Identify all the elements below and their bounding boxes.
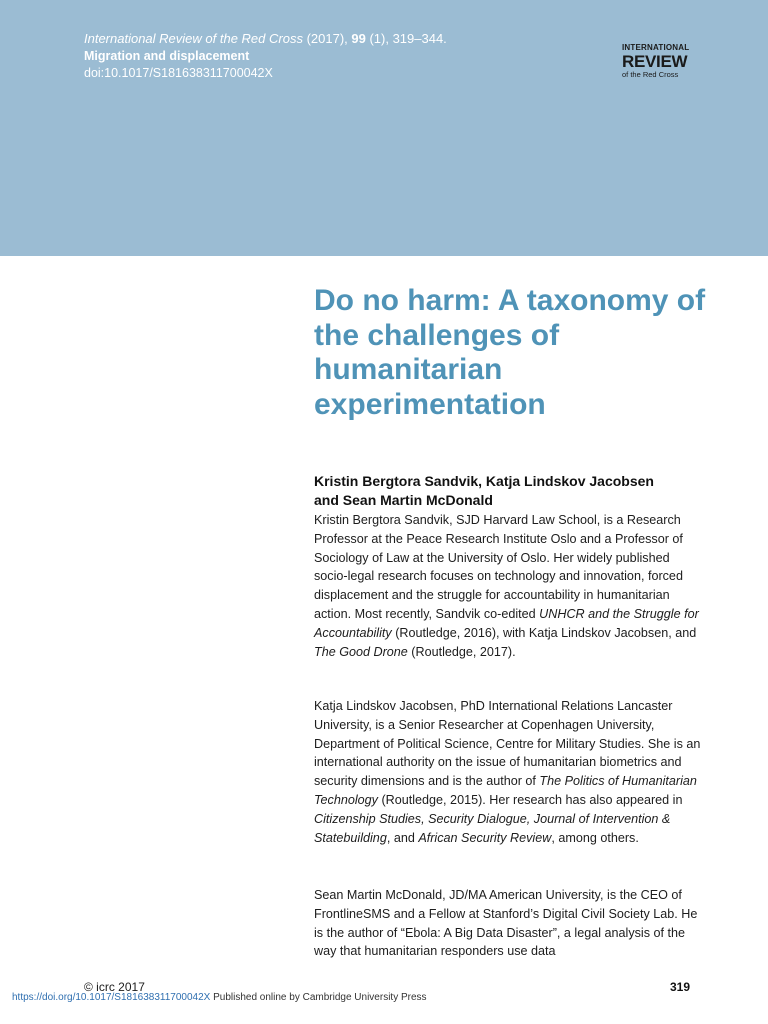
bio-jacobsen-text-2: (Routledge, 2015). Her research has also appeared in: [377, 792, 683, 807]
bio-sandvik-text-3: (Routledge, 2017).: [407, 644, 516, 659]
logo-main-text: REVIEW: [622, 52, 688, 71]
page-number: 319: [670, 980, 691, 994]
author-line-1: Kristin Bergtora Sandvik, Katja Lindskov Jacobsen: [314, 473, 654, 489]
header-band: [0, 0, 768, 256]
logo-top-text: INTERNATIONAL: [622, 43, 690, 52]
journal-year: (2017),: [302, 31, 352, 46]
published-online-text: Published online by Cambridge University Press: [210, 992, 427, 1003]
bio-sandvik: [314, 511, 704, 661]
bio-jacobsen-text-3: , and: [386, 830, 419, 845]
article-title: Do no harm: A taxonomy of the challenges of humanitarian experimentation: [314, 284, 706, 421]
section-label: Migration and displacement: [84, 49, 250, 63]
bio-jacobsen-book-1: The Politics of Humanitarian Technology: [314, 774, 697, 807]
bio-jacobsen-text-1: Katja Lindskov Jacobsen, PhD International Relations Lancaster University, is a Senior Researcher at Copenhagen University, Department of Political Science, Centre for Military Studies. She is an international authority on the issue of humanitarian biometrics and security dimensions and is the author of: [314, 699, 701, 789]
author-list: [314, 472, 704, 510]
copyright-notice: © icrc 2017: [84, 980, 145, 994]
bio-jacobsen-journal-last: African Security Review: [418, 830, 552, 845]
bio-sandvik-text-1: Kristin Bergtora Sandvik, SJD Harvard Law School, is a Research Professor at the Peace Research Institute Oslo and a Professor of Sociology of Law at the University of Oslo. Her widely published socio-legal research focuses on technology and innovation, forced displacement and the struggle for accountability in humanitarian action. Most recently, Sandvik co-edited: [314, 513, 683, 621]
author-line-2: and Sean Martin McDonald: [314, 492, 493, 508]
doi-link[interactable]: https://doi.org/10.1017/S181638311700042X: [12, 992, 211, 1003]
bio-sandvik-book-1: UNHCR and the Struggle for Accountability: [314, 606, 699, 640]
publication-footer: [12, 992, 427, 1003]
logo-sub-text: of the Red Cross: [622, 70, 679, 79]
bio-jacobsen-text-4: , among others.: [551, 830, 639, 845]
journal-logo: [622, 44, 694, 79]
journal-issue-pages: (1), 319–344.: [365, 31, 447, 46]
journal-citation: [84, 31, 447, 46]
doi-label: doi:10.1017/S181638311700042X: [84, 66, 273, 80]
bio-jacobsen-journals: Citizenship Studies, Security Dialogue, Journal of Intervention & Statebuilding: [314, 811, 671, 845]
bio-mcdonald: Sean Martin McDonald, JD/MA American University, is the CEO of FrontlineSMS and a Fellow at Stanford’s Digital Civil Society Lab. He is the author of “Ebola: A Big Data Disaster”, a legal analysis of the way that humanitarian responders use data: [314, 888, 698, 959]
bio-sandvik-text-2: (Routledge, 2016), with Katja Lindskov Jacobsen, and: [391, 625, 697, 640]
bio-jacobsen: [314, 697, 704, 847]
journal-name: International Review of the Red Cross: [84, 31, 303, 46]
bio-sandvik-book-2: The Good Drone: [314, 644, 408, 659]
journal-volume: 99: [351, 31, 366, 46]
